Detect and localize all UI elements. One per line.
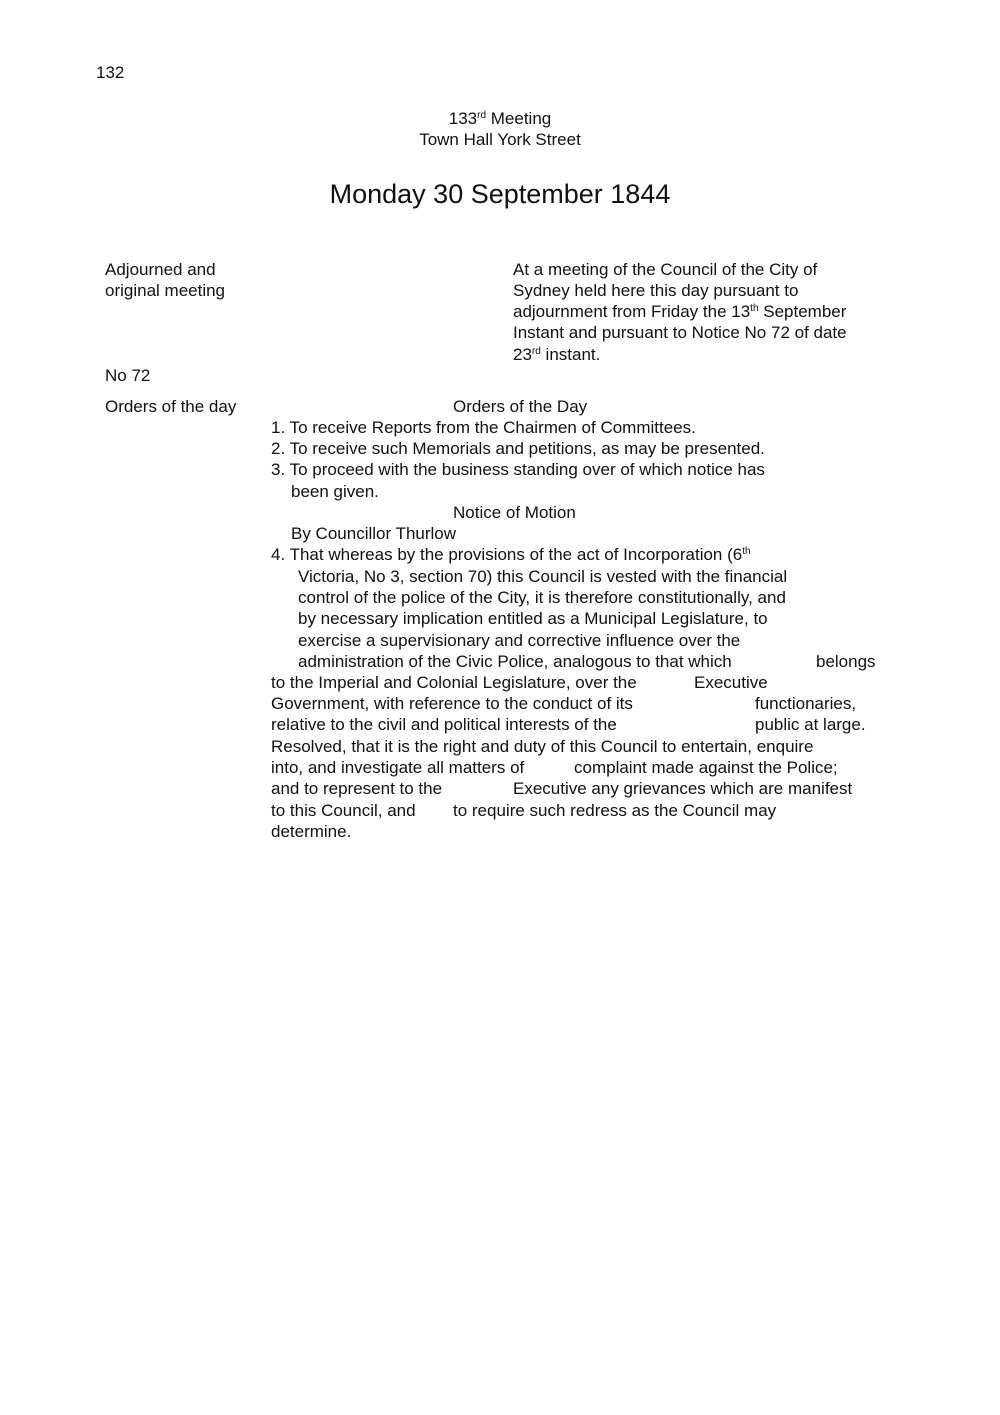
intro-line-4: Instant and pursuant to Notice No 72 of date [513,323,847,342]
margin-note-adjourned-1: Adjourned and [105,260,216,279]
intro-line-5-a: 23 [513,345,532,364]
intro-line-2: Sydney held here this day pursuant to [513,281,799,300]
motion-line-13b: to require such redress as the Council may [453,801,777,820]
motion-line-7b: Executive [694,673,768,692]
page-title: Monday 30 September 1844 [329,179,671,209]
motion-line-1 [271,544,751,565]
motion-line-7a: to the Imperial and Colonial Legislature, over the [271,673,637,692]
motion-line-12a: and to represent to the [271,779,443,798]
order-item-3-line-2: been given. [291,482,379,501]
intro-line-1: At a meeting of the Council of the City of [513,260,818,279]
motion-line-8a: Government, with reference to the conduct of its [271,694,633,713]
motion-line-1-sup: th [742,546,751,557]
meeting-number-value: 133 [448,109,478,128]
motion-line-3: control of the police of the City, it is therefore constitutionally, and [298,588,786,607]
notice-heading: Notice of Motion [453,503,576,522]
motion-line-11b: complaint made against the Police; [574,758,838,777]
margin-note-adjourned-2: original meeting [105,281,226,300]
order-item-3-line-1: 3. To proceed with the business standing over of which notice has [271,460,765,479]
motion-line-1-a: 4. That whereas by the provisions of the act of Incorporation (6 [271,545,743,564]
intro-line-3 [513,301,846,322]
by-line: By Councillor Thurlow [291,524,457,543]
motion-line-10: Resolved, that it is the right and duty of this Council to entertain, enquire [271,737,814,756]
motion-line-9b: public at large. [755,715,866,734]
motion-line-13a: to this Council, and [271,801,416,820]
intro-line-3-a: adjournment from Friday the 13 [513,302,751,321]
orders-heading: Orders of the Day [453,397,588,416]
motion-line-5: exercise a supervisionary and corrective influence over the [298,631,741,650]
intro-line-3-b: September [758,302,847,321]
margin-note-orders: Orders of the day [105,397,237,416]
motion-line-8b: functionaries, [755,694,857,713]
motion-line-2: Victoria, No 3, section 70) this Council is vested with the financial [298,567,788,586]
meeting-word: Meeting [486,109,552,128]
motion-line-12b: Executive any grievances which are manifest [513,779,853,798]
intro-line-3-sup: th [750,303,759,314]
order-item-1: 1. To receive Reports from the Chairmen of Committees. [271,418,696,437]
intro-line-5 [513,344,600,365]
margin-note-notice-no: No 72 [105,366,151,385]
meeting-number [0,108,1000,129]
motion-line-11a: into, and investigate all matters of [271,758,525,777]
motion-line-6b: belongs [816,652,876,671]
intro-line-5-sup: rd [531,346,541,357]
intro-line-5-b: instant. [540,345,601,364]
order-item-2: 2. To receive such Memorials and petitions, as may be presented. [271,439,765,458]
venue: Town Hall York Street [419,130,581,149]
motion-line-9a: relative to the civil and political interests of the [271,715,617,734]
meeting-number-suffix: rd [477,110,487,121]
page-number: 132 [96,63,125,82]
motion-line-14: determine. [271,822,352,841]
motion-line-4: by necessary implication entitled as a Municipal Legislature, to [298,609,768,628]
motion-line-6a: administration of the Civic Police, analogous to that which [298,652,732,671]
